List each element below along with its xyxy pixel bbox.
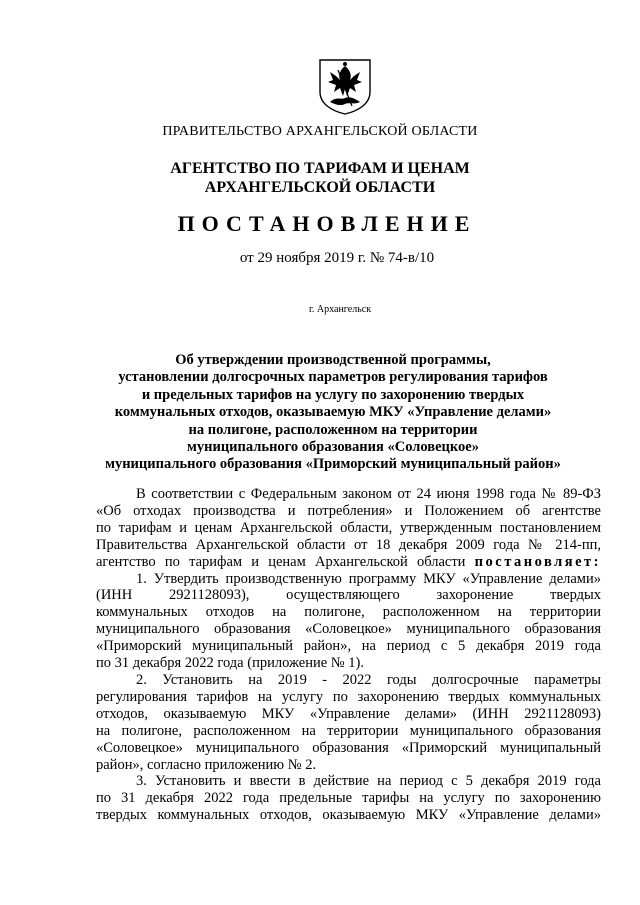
body-line: 2. Установить на 2019 - 2022 годы долгосрочные параметры: [136, 671, 601, 688]
agency-title-line: АРХАНГЕЛЬСКОЙ ОБЛАСТИ: [204, 179, 436, 196]
body-line: муниципального образования «Соловецкое» муниципального образования: [96, 621, 601, 638]
body-line: В соответствии с Федеральным законом от 24 июня 1998 года № 89-ФЗ: [136, 486, 601, 502]
body-line: коммунальных отходов на полигоне, расположенном на территории: [96, 604, 601, 621]
subject-line: коммунальных отходов, оказываемую МКУ «Управление делами»: [114, 404, 552, 421]
subject-line: установлении долгосрочных параметров регулирования тарифов: [118, 369, 548, 386]
body-line: «Соловецкое» муниципального образования «Приморский муниципальный: [96, 739, 601, 756]
body-line: 3. Установить и ввести в действие на период с 5 декабря 2019 года: [136, 773, 601, 790]
coat-of-arms-icon: [316, 56, 374, 116]
body-line: «Об отходах производства и потребления» и Положением об агентстве: [96, 502, 601, 519]
document-type: ПОСТАНОВЛЕНИЕ: [177, 211, 477, 236]
body-line: по 31 декабря 2022 года предельные тарифы на услугу по захоронению: [96, 790, 601, 807]
subject-line: муниципального образования «Приморский муниципальный район»: [105, 456, 561, 473]
body-line: твердых коммунальных отходов, оказываемую МКУ «Управление делами»: [96, 807, 601, 824]
body-line: отходов, оказываемую МКУ «Управление делами» (ИНН 2921128093): [96, 705, 601, 722]
document-city: г. Архангельск: [308, 304, 372, 315]
body-line: (ИНН 2921128093), осуществляющего захоронение твердых: [96, 587, 601, 604]
body-line: «Приморский муниципальный район», на период с 5 декабря 2019 года: [96, 638, 601, 655]
decision-prefix: агентство по тарифам и ценам Архангельской области: [96, 553, 475, 570]
body-line: регулирования тарифов на услугу по захоронению твердых коммунальных: [96, 688, 601, 705]
government-title: ПРАВИТЕЛЬСТВО АРХАНГЕЛЬСКОЙ ОБЛАСТИ: [162, 124, 478, 139]
body-line-decision: [96, 554, 601, 571]
body-line: по тарифам и ценам Архангельской области, утвержденным постановлением: [96, 519, 601, 536]
agency-title-line: АГЕНТСТВО ПО ТАРИФАМ И ЦЕНАМ: [170, 160, 470, 177]
body-line: 1. Утвердить производственную программу МКУ «Управление делами»: [136, 570, 601, 587]
document-subject: [0, 352, 640, 474]
subject-line: муниципального образования «Соловецкое»: [186, 439, 479, 456]
body-line: Правительства Архангельской области от 18 декабря 2009 года № 214-пп,: [96, 536, 601, 553]
body-line: район», согласно приложению № 2.: [96, 756, 317, 773]
subject-line: Об утверждении производственной программы,: [175, 352, 491, 368]
body-line: по 31 декабря 2022 года (приложение № 1).: [96, 655, 364, 672]
subject-line: на полигоне, расположенном на территории: [188, 421, 478, 438]
decision-keyword: постановляет:: [474, 553, 601, 570]
document-date-number: от 29 ноября 2019 г. № 74-в/10: [239, 250, 435, 266]
body-line: на полигоне, расположенном на территории муниципального образования: [96, 722, 601, 739]
document-body: [96, 486, 601, 824]
agency-title: [0, 159, 640, 197]
subject-line: и предельных тарифов на услугу по захоронению твердых: [141, 386, 525, 403]
